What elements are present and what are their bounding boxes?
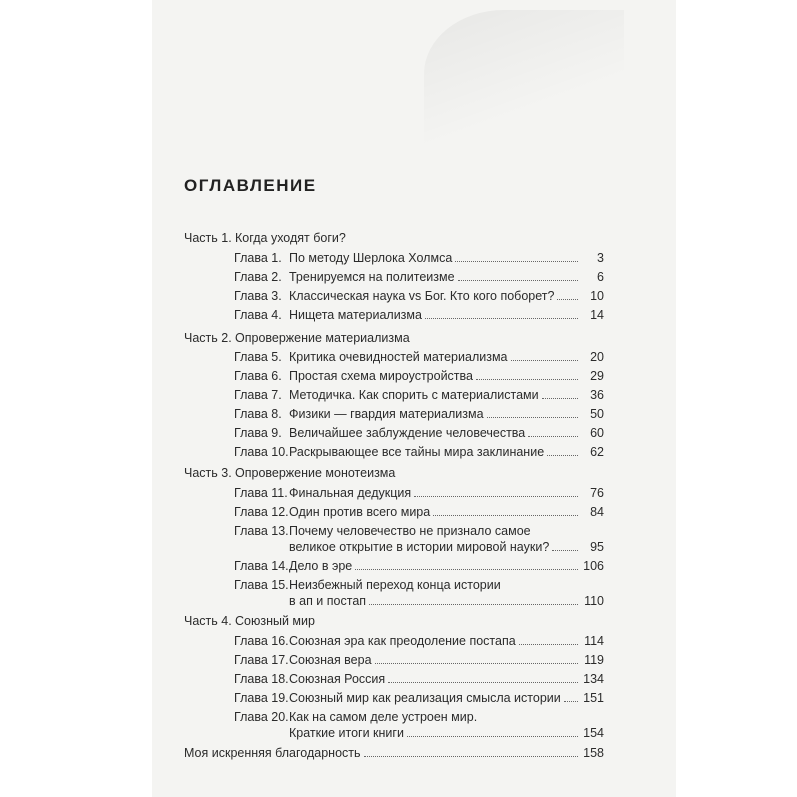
page-number: 20 [590, 350, 604, 364]
toc-entry-chapter-15-cont[interactable] [184, 593, 604, 609]
acknowledgements-title: Моя искренняя благодарность [184, 746, 361, 760]
chapter-label: Глава 19. [234, 691, 289, 705]
toc-entry-chapter-8[interactable] [184, 406, 604, 422]
leader-dots [355, 568, 578, 570]
toc-entry-chapter-1[interactable] [184, 250, 604, 266]
toc-entry-chapter-18[interactable] [184, 671, 604, 687]
toc-entry-acknowledgements[interactable] [184, 745, 604, 761]
toc-entry-chapter-14[interactable] [184, 558, 604, 574]
toc-entry-chapter-16[interactable] [184, 633, 604, 649]
part-title: Опровержение монотеизма [235, 466, 396, 480]
page-number: 60 [590, 426, 604, 440]
page-number: 95 [590, 540, 604, 554]
chapter-title: Союзная Россия [289, 672, 386, 686]
chapter-title: Краткие итоги книги [289, 726, 404, 740]
leader-dots [557, 298, 578, 300]
page-number: 151 [583, 691, 604, 705]
leader-dots [414, 495, 578, 497]
chapter-title: Классическая наука vs Бог. Кто кого поборет? [289, 289, 555, 303]
chapter-title: Союзная вера [289, 653, 372, 667]
part-label: Часть 3. [184, 466, 232, 480]
part-label: Часть 1. [184, 231, 232, 245]
chapter-label: Глава 7. [234, 388, 282, 402]
toc-entry-chapter-17[interactable] [184, 652, 604, 668]
toc-entry-chapter-5[interactable] [184, 349, 604, 365]
chapter-title-line-1: Как на самом деле устроен мир. [289, 710, 478, 724]
page-number: 134 [583, 672, 604, 686]
chapter-label: Глава 11. [234, 486, 288, 500]
leader-dots [564, 700, 578, 702]
toc-entry-chapter-20[interactable] [184, 709, 604, 725]
part-label: Часть 2. [184, 331, 232, 345]
chapter-title: Нищета материализма [289, 308, 422, 322]
chapter-title: в ап и постап [289, 594, 367, 608]
part-title: Когда уходят боги? [235, 231, 346, 245]
page-number: 106 [583, 559, 604, 573]
leader-dots [476, 378, 578, 380]
chapter-label: Глава 18. [234, 672, 289, 686]
chapter-label: Глава 3. [234, 289, 282, 303]
chapter-title: По методу Шерлока Холмса [289, 251, 453, 265]
page-number: 50 [590, 407, 604, 421]
chapter-title: Критика очевидностей материализма [289, 350, 508, 364]
chapter-title: великое открытие в истории мировой науки? [289, 540, 550, 554]
leader-dots [425, 317, 578, 319]
page-number: 110 [584, 594, 604, 608]
chapter-label: Глава 12. [234, 505, 289, 519]
part-4-heading [184, 613, 604, 629]
chapter-label: Глава 6. [234, 369, 282, 383]
chapter-title-line-1: Почему человечество не признало самое [289, 524, 531, 538]
leader-dots [388, 681, 578, 683]
part-2-heading [184, 330, 604, 346]
chapter-title: Физики — гвардия материализма [289, 407, 484, 421]
chapter-label: Глава 9. [234, 426, 282, 440]
leader-dots [487, 416, 578, 418]
chapter-title: Один против всего мира [289, 505, 431, 519]
chapter-label: Глава 8. [234, 407, 282, 421]
chapter-label: Глава 4. [234, 308, 282, 322]
page-number: 29 [590, 369, 604, 383]
part-1-heading [184, 230, 604, 246]
leader-dots [528, 435, 578, 437]
chapter-title: Величайшее заблуждение человечества [289, 426, 526, 440]
page-number: 14 [590, 308, 604, 322]
chapter-title: Методичка. Как спорить с материалистами [289, 388, 539, 402]
leader-dots [455, 260, 578, 262]
toc-entry-chapter-13[interactable] [184, 523, 604, 539]
leader-dots [364, 755, 578, 757]
chapter-title: Союзный мир как реализация смысла истории [289, 691, 561, 705]
leader-dots [375, 662, 578, 664]
leader-dots [552, 549, 578, 551]
page-number: 10 [590, 289, 604, 303]
leader-dots [407, 735, 578, 737]
part-3-heading [184, 465, 604, 481]
leader-dots [369, 603, 578, 605]
leader-dots [511, 359, 579, 361]
toc-entry-chapter-15[interactable] [184, 577, 604, 593]
part-title: Союзный мир [235, 614, 315, 628]
chapter-label: Глава 13. [234, 524, 289, 538]
chapter-label: Глава 10. [234, 445, 289, 459]
leader-dots [542, 397, 578, 399]
page-number: 158 [583, 746, 604, 760]
toc-entry-chapter-4[interactable] [184, 307, 604, 323]
page-number: 62 [590, 445, 604, 459]
page-number: 6 [597, 270, 604, 284]
toc-entry-chapter-11[interactable] [184, 485, 604, 501]
page-number: 154 [583, 726, 604, 740]
page-number: 84 [590, 505, 604, 519]
toc-entry-chapter-9[interactable] [184, 425, 604, 441]
page-number: 119 [584, 653, 604, 667]
chapter-title-line-1: Неизбежный переход конца истории [289, 578, 501, 592]
part-label: Часть 4. [184, 614, 232, 628]
leader-dots [519, 643, 578, 645]
chapter-title: Раскрывающее все тайны мира заклинание [289, 445, 545, 459]
chapter-label: Глава 16. [234, 634, 289, 648]
toc-entry-chapter-6[interactable] [184, 368, 604, 384]
toc-entry-chapter-12[interactable] [184, 504, 604, 520]
toc-entry-chapter-20-cont[interactable] [184, 725, 604, 741]
toc-entry-chapter-13-cont[interactable] [184, 539, 604, 555]
chapter-label: Глава 2. [234, 270, 282, 284]
page-number: 114 [584, 634, 604, 648]
page-number: 36 [590, 388, 604, 402]
toc-entry-chapter-3[interactable] [184, 288, 604, 304]
chapter-label: Глава 15. [234, 578, 289, 592]
toc-entry-chapter-7[interactable] [184, 387, 604, 403]
toc-entry-chapter-2[interactable] [184, 269, 604, 285]
chapter-title: Финальная дедукция [289, 486, 412, 500]
leader-dots [547, 454, 578, 456]
leader-dots [433, 514, 578, 516]
chapter-title: Союзная эра как преодоление постапа [289, 634, 516, 648]
chapter-label: Глава 17. [234, 653, 289, 667]
toc-entry-chapter-10[interactable] [184, 444, 604, 460]
part-title: Опровержение материализма [235, 331, 410, 345]
toc-title: ОГЛАВЛЕНИЕ [184, 176, 317, 195]
chapter-title: Дело в эре [289, 559, 353, 573]
toc-entry-chapter-19[interactable] [184, 690, 604, 706]
chapter-label: Глава 1. [234, 251, 282, 265]
chapter-title: Простая схема мироустройства [289, 369, 473, 383]
chapter-label: Глава 5. [234, 350, 282, 364]
chapter-title: Тренируемся на политеизме [289, 270, 455, 284]
page-number: 76 [590, 486, 604, 500]
chapter-label: Глава 20. [234, 710, 289, 724]
page-number: 3 [597, 251, 604, 265]
chapter-label: Глава 14. [234, 559, 289, 573]
leader-dots [458, 279, 578, 281]
